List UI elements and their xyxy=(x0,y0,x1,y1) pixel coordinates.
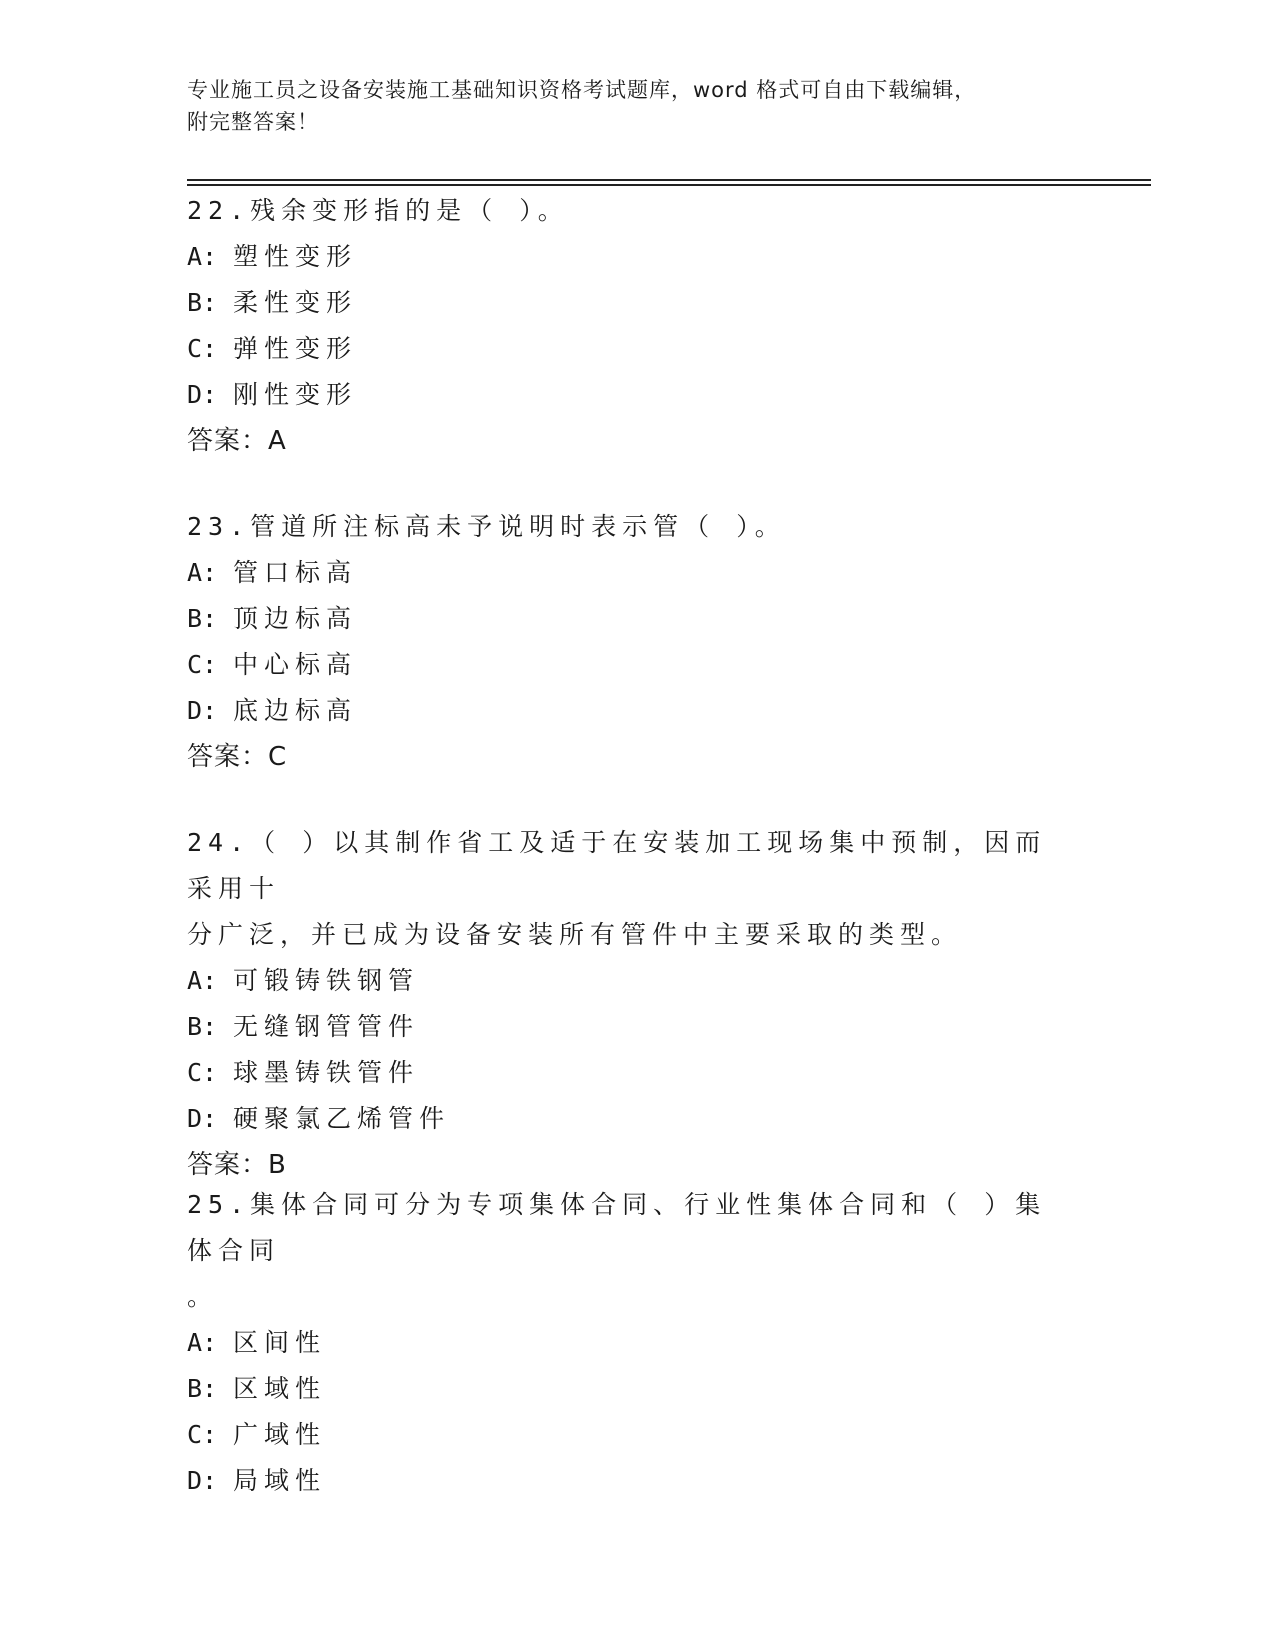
option-a xyxy=(187,234,1067,280)
option-b xyxy=(187,1366,1067,1412)
option-text: 塑性变形 xyxy=(233,242,358,271)
option-letter: A: xyxy=(187,242,218,271)
option-c xyxy=(187,326,1067,372)
option-letter: C: xyxy=(187,650,218,679)
question-22 xyxy=(187,188,1067,464)
header-line-2: 附完整答案！ xyxy=(187,110,319,134)
question-stem-line-1: 24.（ ）以其制作省工及适于在安装加工现场集中预制，因而采用十 xyxy=(187,828,1047,903)
option-text: 中心标高 xyxy=(233,650,358,679)
header-divider-top xyxy=(187,179,1151,181)
option-letter: B: xyxy=(187,604,218,633)
answer: 答案：B xyxy=(187,1150,287,1180)
document-header xyxy=(187,74,1087,138)
option-c xyxy=(187,1050,1067,1096)
option-letter: A: xyxy=(187,1328,218,1357)
question-stem-line-2: 分广泛，并已成为设备安装所有管件中主要采取的类型。 xyxy=(187,920,963,949)
option-letter: A: xyxy=(187,558,218,587)
option-d xyxy=(187,1096,1067,1142)
option-b xyxy=(187,280,1067,326)
question-stem xyxy=(187,1182,1067,1320)
option-text: 广域性 xyxy=(233,1420,327,1449)
option-letter: D: xyxy=(187,696,218,725)
option-c xyxy=(187,642,1067,688)
question-stem-line-2: 。 xyxy=(187,1282,219,1311)
question-stem: 22.残余变形指的是（ ）。 xyxy=(187,196,569,225)
option-text: 可锻铸铁钢管 xyxy=(233,966,420,995)
option-letter: D: xyxy=(187,1466,218,1495)
option-letter: D: xyxy=(187,1104,218,1133)
answer: 答案：C xyxy=(187,742,288,772)
option-letter: C: xyxy=(187,1058,218,1087)
option-text: 区域性 xyxy=(233,1374,327,1403)
answer: 答案：A xyxy=(187,426,287,456)
option-d xyxy=(187,688,1067,734)
question-stem-line-1: 25.集体合同可分为专项集体合同、行业性集体合同和（ ）集体合同 xyxy=(187,1190,1047,1265)
option-letter: C: xyxy=(187,1420,218,1449)
question-stem: 23.管道所注标高未予说明时表示管（ ）。 xyxy=(187,512,786,541)
option-letter: B: xyxy=(187,288,218,317)
option-text: 刚性变形 xyxy=(233,380,358,409)
option-letter: B: xyxy=(187,1374,218,1403)
option-text: 顶边标高 xyxy=(233,604,358,633)
option-d xyxy=(187,372,1067,418)
option-b xyxy=(187,596,1067,642)
question-24 xyxy=(187,820,1067,1188)
question-25 xyxy=(187,1182,1067,1504)
option-a xyxy=(187,550,1067,596)
option-letter: C: xyxy=(187,334,218,363)
option-b xyxy=(187,1004,1067,1050)
header-line-1: 专业施工员之设备安装施工基础知识资格考试题库，word 格式可自由下载编辑， xyxy=(187,78,977,102)
option-letter: B: xyxy=(187,1012,218,1041)
option-d xyxy=(187,1458,1067,1504)
option-text: 柔性变形 xyxy=(233,288,358,317)
option-text: 无缝钢管管件 xyxy=(233,1012,420,1041)
option-a xyxy=(187,1320,1067,1366)
option-letter: A: xyxy=(187,966,218,995)
option-text: 区间性 xyxy=(233,1328,327,1357)
question-23 xyxy=(187,504,1067,780)
header-divider-bottom xyxy=(187,184,1151,186)
question-stem xyxy=(187,820,1067,958)
option-text: 局域性 xyxy=(233,1466,327,1495)
option-text: 球墨铸铁管件 xyxy=(233,1058,420,1087)
option-text: 管口标高 xyxy=(233,558,358,587)
option-text: 硬聚氯乙烯管件 xyxy=(233,1104,451,1133)
option-text: 底边标高 xyxy=(233,696,358,725)
option-c xyxy=(187,1412,1067,1458)
option-letter: D: xyxy=(187,380,218,409)
option-a xyxy=(187,958,1067,1004)
option-text: 弹性变形 xyxy=(233,334,358,363)
